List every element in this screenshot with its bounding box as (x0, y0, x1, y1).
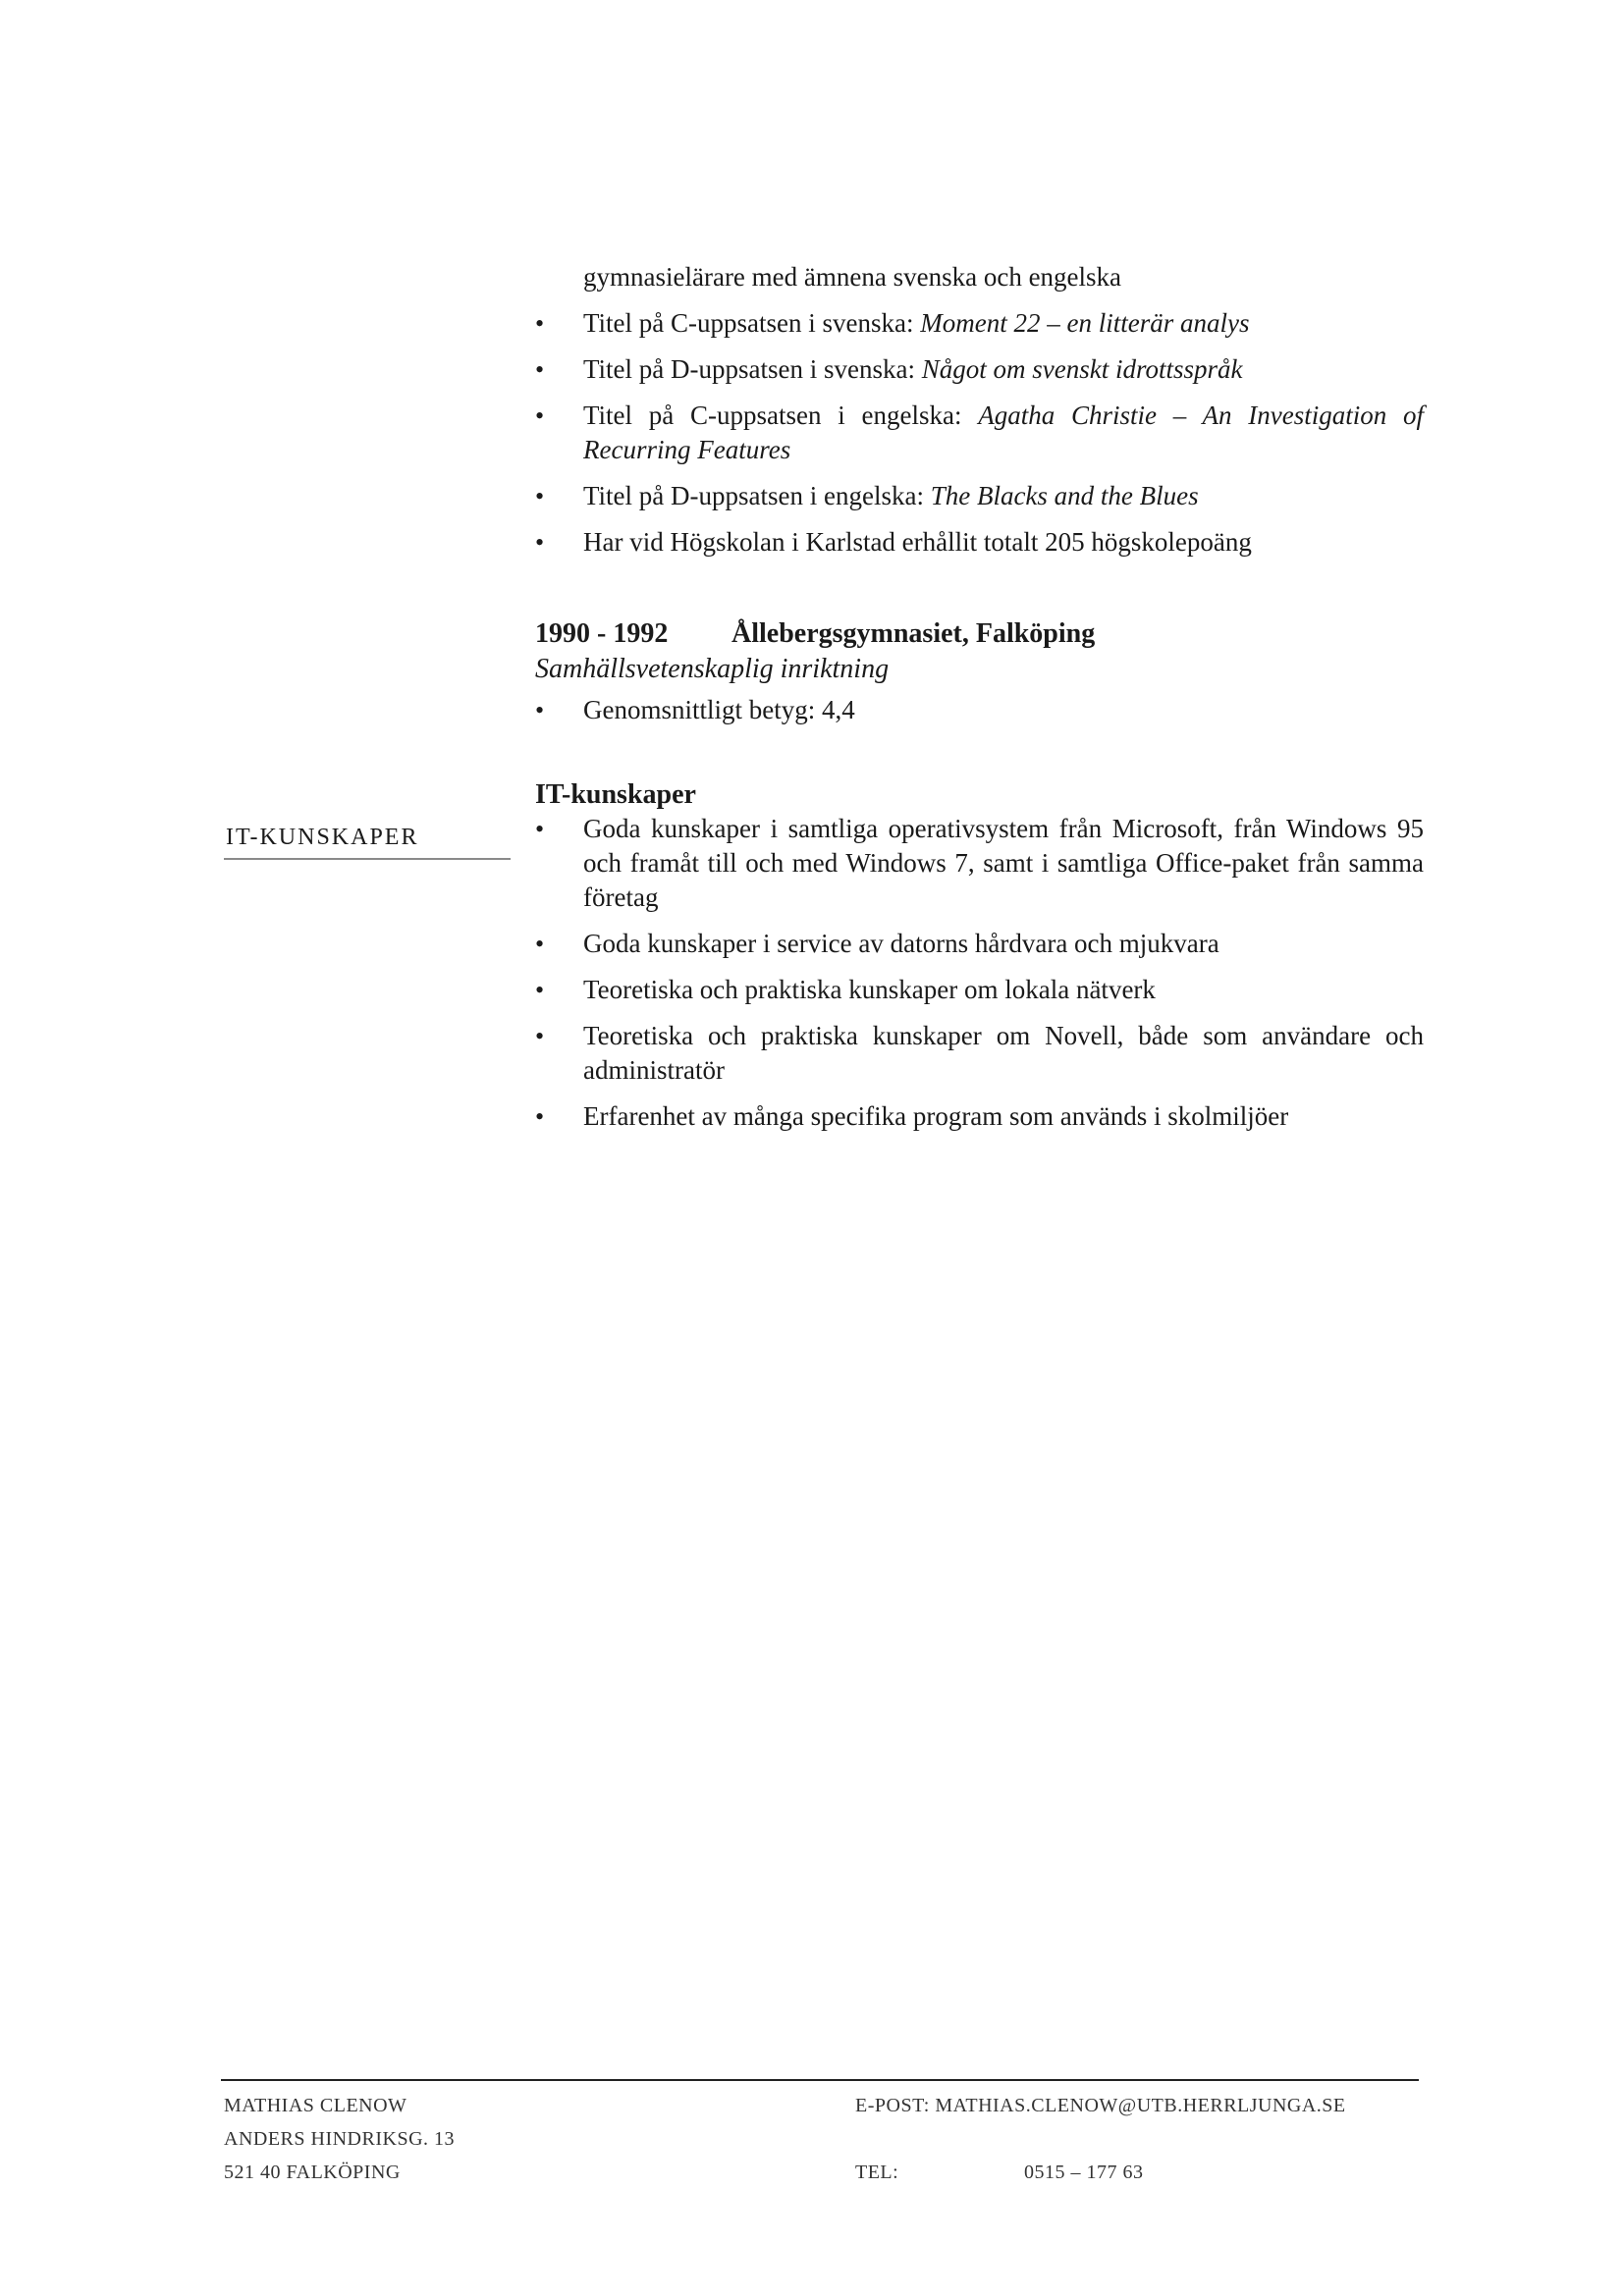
footer-divider (221, 2079, 1419, 2081)
footer-city: 521 40 FALKÖPING (224, 2162, 401, 2183)
school-name: Ållebergsgymnasiet, Falköping (731, 618, 1096, 649)
thesis-title: The Blacks and the Blues (930, 481, 1199, 510)
it-heading: IT-kunskaper (535, 779, 696, 810)
list-item: • Genomsnittligt betyg: 4,4 (535, 693, 1424, 727)
footer-email: E-POST: MATHIAS.CLENOW@UTB.HERRLJUNGA.SE (855, 2095, 1346, 2116)
main-content (535, 260, 1424, 1146)
education-continuation-line: gymnasielärare med ämnena svenska och engelska (583, 262, 1122, 292)
list-item: • Titel på D-uppsatsen i engelska: The Blacks and the Blues (535, 479, 1424, 513)
thesis-title: Agatha Christie – An Investigation of Recurring Features (583, 400, 1425, 464)
footer-street: ANDERS HINDRIKSG. 13 (224, 2128, 456, 2150)
list-item: • Titel på C-uppsatsen i svenska: Moment 22 – en litterär analys (535, 306, 1424, 341)
list-item: • Titel på C-uppsatsen i engelska: Agatha Christie – An Investigation of Recurring Features (535, 399, 1424, 467)
footer-tel-label: TEL: (855, 2162, 899, 2183)
footer-contact (855, 2089, 1346, 2189)
school-program: Samhällsvetenskaplig inriktning (535, 654, 890, 684)
footer-name: MATHIAS CLENOW (224, 2095, 407, 2116)
list-item: • Goda kunskaper i samtliga operativsystem från Microsoft, från Windows 95 och framåt till och med Windows 7, samt i samtliga Office-paket från samma företag (535, 812, 1424, 915)
thesis-title: Något om svenskt idrottsspråk (921, 354, 1243, 384)
list-item: • Har vid Högskolan i Karlstad erhållit totalt 205 högskolepoäng (535, 525, 1424, 560)
school-years: 1990 - 1992 (535, 618, 669, 649)
university-list (535, 306, 1424, 560)
footer-tel-value: 0515 – 177 63 (1024, 2162, 1144, 2183)
thesis-title: Moment 22 – en litterär analys (920, 308, 1250, 338)
section-label-it: IT-KUNSKAPER (224, 823, 511, 860)
it-list (535, 812, 1424, 1134)
footer-phone (855, 2156, 1346, 2189)
list-item: • Teoretiska och praktiska kunskaper om lokala nätverk (535, 973, 1424, 1007)
list-item: • Erfarenhet av många specifika program som används i skolmiljöer (535, 1099, 1424, 1134)
list-item: • Goda kunskaper i service av datorns hårdvara och mjukvara (535, 927, 1424, 961)
list-item: • Titel på D-uppsatsen i svenska: Något om svenskt idrottsspråk (535, 352, 1424, 387)
school-heading (535, 616, 1424, 652)
school-list (535, 693, 1424, 727)
list-item: • Teoretiska och praktiska kunskaper om Novell, både som användare och administratör (535, 1019, 1424, 1088)
footer-address (224, 2089, 455, 2189)
